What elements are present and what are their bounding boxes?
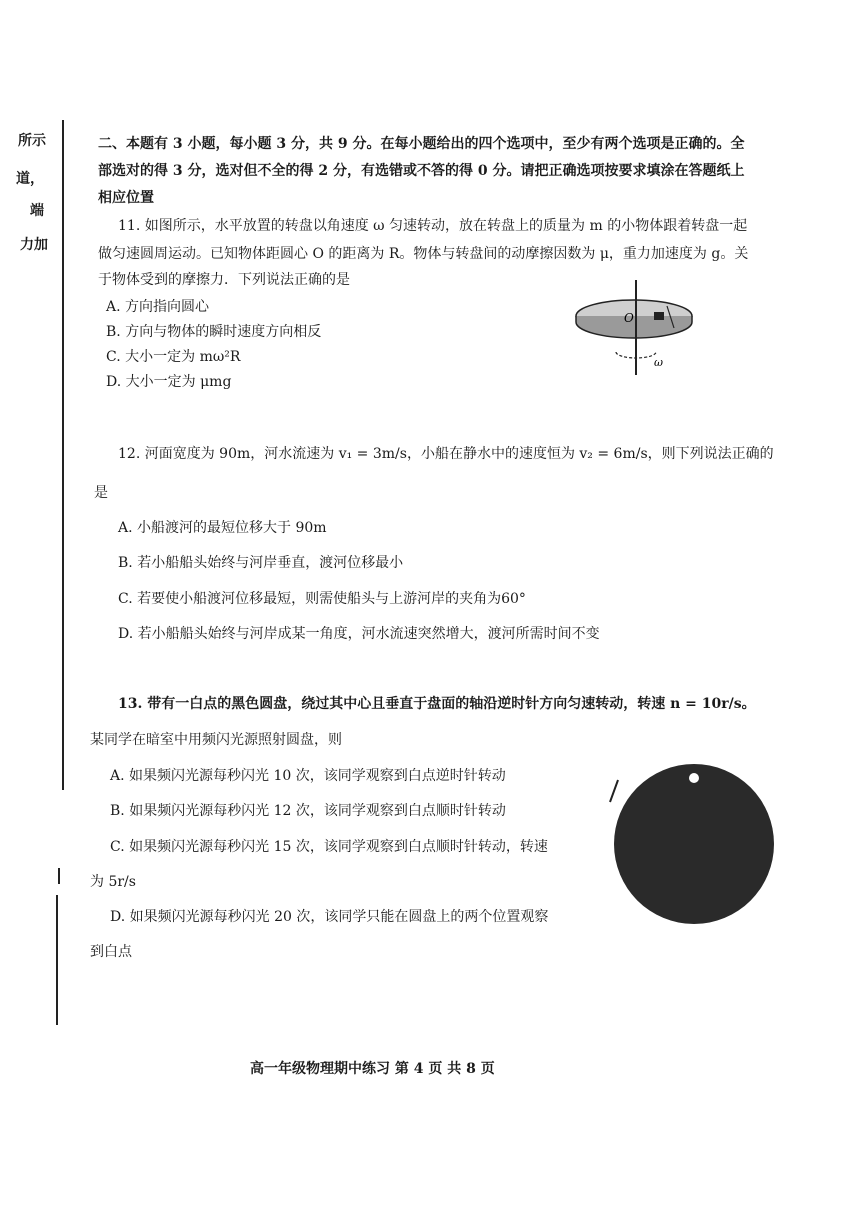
q12-option-b: B. 若小船船头始终与河岸垂直，渡河位移最小 bbox=[118, 555, 404, 571]
binding-line bbox=[62, 120, 64, 790]
q12-stem: 是 bbox=[94, 485, 108, 501]
binding-line bbox=[56, 895, 58, 1025]
page-footer: 高一年级物理期中练习 第 4 页 共 8 页 bbox=[250, 1061, 495, 1077]
section-instructions: 二、本题有 3 小题，每小题 3 分，共 9 分。在每小题给出的四个选项中，至少有两个选项是正确的。全 部选对的得 3 分，选对但不全的得 2 分，有选错或不答的得 0 分。请把正确选项按要求填涂在答题纸上 相应位置 bbox=[98, 136, 745, 206]
margin-note: 端 bbox=[30, 203, 44, 219]
q13-option-c: C. 如果频闪光源每秒闪光 15 次，该同学观察到白点顺时针转动，转速 bbox=[110, 839, 548, 855]
q11-stem: 于物体受到的摩擦力．下列说法正确的是 bbox=[98, 272, 350, 288]
white-dot bbox=[689, 773, 699, 783]
margin-note: 所示 bbox=[18, 133, 46, 149]
q12-option-d: D. 若小船船头始终与河岸成某一角度，河水流速突然增大，渡河所需时间不变 bbox=[118, 626, 600, 642]
q13-option-b: B. 如果频闪光源每秒闪光 12 次，该同学观察到白点顺时针转动 bbox=[110, 803, 506, 819]
q11-option-c: C. 大小一定为 mω²R bbox=[106, 349, 241, 365]
margin-note: 力加 bbox=[20, 237, 48, 253]
q11-option-b: B. 方向与物体的瞬时速度方向相反 bbox=[106, 324, 322, 340]
turntable-figure bbox=[570, 280, 700, 380]
q12-option-a: A. 小船渡河的最短位移大于 90m bbox=[118, 520, 327, 536]
omega-label: ω bbox=[654, 356, 663, 369]
q13-option-a: A. 如果频闪光源每秒闪光 10 次，该同学观察到白点逆时针转动 bbox=[110, 768, 506, 784]
q12-option-c: C. 若要使小船渡河位移最短，则需使船头与上游河岸的夹角为60° bbox=[118, 591, 526, 607]
q13-stem: 某同学在暗室中用频闪光源照射圆盘，则 bbox=[90, 732, 342, 748]
q12-stem: 12. 河面宽度为 90m，河水流速为 v₁ = 3m/s，小船在静水中的速度恒为 v₂ = 6m/s，则下列说法正确的 bbox=[118, 446, 774, 462]
q13-option-c: 为 5r/s bbox=[90, 874, 136, 890]
q11-stem: 做匀速圆周运动。已知物体距圆心 O 的距离为 R。物体与转盘间的动摩擦因数为 μ，重力加速度为 g。关 bbox=[98, 246, 749, 262]
q11-stem: 11. 如图所示，水平放置的转盘以角速度 ω 匀速转动，放在转盘上的质量为 m 的小物体跟着转盘一起 bbox=[118, 218, 748, 234]
margin-note: 道， bbox=[16, 171, 44, 187]
center-label: O bbox=[624, 311, 634, 325]
q11-option-a: A. 方向指向圆心 bbox=[106, 299, 210, 315]
q11-option-d: D. 大小一定为 μmg bbox=[106, 374, 232, 390]
q13-option-d: 到白点 bbox=[90, 944, 132, 960]
black-disc-figure bbox=[600, 760, 780, 930]
binding-tick bbox=[58, 868, 60, 884]
q13-stem: 13. 带有一白点的黑色圆盘，绕过其中心且垂直于盘面的轴沿逆时针方向匀速转动，转速 n = 10r/s。 bbox=[118, 696, 756, 712]
q13-option-d: D. 如果频闪光源每秒闪光 20 次，该同学只能在圆盘上的两个位置观察 bbox=[110, 909, 549, 925]
